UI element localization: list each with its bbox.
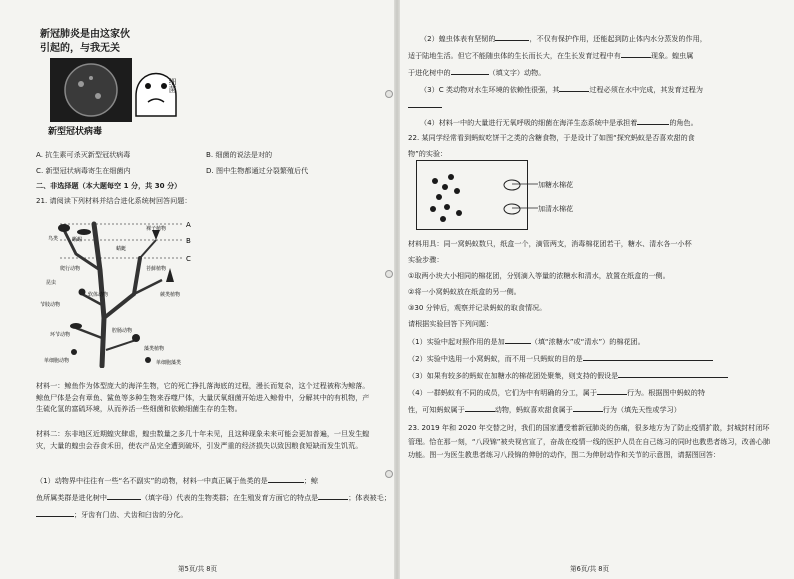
single-cell-algae-icon	[145, 357, 151, 363]
answer-blank[interactable]	[451, 67, 489, 75]
tree-branch-plants	[104, 258, 140, 318]
ant-group-icon	[430, 174, 462, 222]
q22-answer-4-line2: 性，可知蚂蚁属于 动物，蚂蚁喜欢甜食属于 行为（填先天性或学习）	[408, 405, 681, 414]
snail-icon	[79, 289, 86, 296]
q21-part1-line3: ；牙齿有门齿、犬齿和臼齿的分化。	[36, 509, 188, 520]
answer-blank[interactable]	[618, 370, 728, 378]
q22-answer-4-line1: （4）一群蚂蚁有不同的成员，它们为中有明确的分工，属于 行为。根据图中蚂蚁的特	[408, 388, 705, 397]
binding-hole	[385, 270, 393, 278]
lizard-icon	[77, 229, 91, 235]
answer-blank[interactable]	[107, 492, 141, 500]
answer-blank[interactable]	[495, 33, 529, 41]
option-d: D. 图中生物都通过分裂繁殖后代	[206, 166, 309, 175]
q21-part2-line2: 适于陆地生活。但它不能随虫体的生长而长大，在生长发育过程中有 现象。蝗虫属	[408, 51, 694, 60]
tree-label: 裸子植物	[146, 226, 167, 232]
q21-part1-line2: 鱼所属类群是进化树中 （填字母）代表的生物类群；在生殖发育方面它的特点是 ；体表被毛；	[36, 493, 391, 502]
branch-label-b: B	[186, 237, 191, 245]
q21-part2-line3: 于进化树中的 （填文字）动物。	[408, 68, 546, 77]
fern-icon	[166, 268, 174, 282]
steps-title: 实验步骤：	[408, 255, 444, 264]
answer-blank[interactable]	[583, 353, 713, 361]
clear-water-label: 加清水棉花	[538, 205, 573, 213]
branch-label-a: A	[186, 221, 191, 229]
q21-part3-line1: （3）C 类动物对水生环境的依赖性很强，其 过程必须在水中完成，其发育过程为	[420, 85, 703, 94]
material-one: 材料一：鲸鱼作为体型庞大的海洋生物，它的死亡挣扎落海底的过程，漫长而复杂，这个过程被称为鲸落。鲸鱼尸体是会有章鱼、鲨鱼等多种生物来吞噬尸体，大量厌氧细菌开始进入鲸骨中，分解其中的有机物，产生硫化氢的富硫环境，从而养活一些细菌和依赖细菌生存的生物。	[36, 381, 370, 413]
answer-blank[interactable]	[465, 404, 495, 412]
answer-blank[interactable]	[559, 84, 589, 92]
sugar-water-label: 加糖水棉花	[538, 181, 573, 189]
materials-list: 材料用具：同一窝蚂蚁数只，纸盒一个，滴管两支，消毒棉花团若干，糖水、清水各一小杯	[408, 239, 692, 248]
tree-label: 爬行动物	[60, 266, 81, 272]
answer-blank[interactable]	[268, 475, 304, 483]
q22-intro-line1: 22. 某同学经常看到蚂蚁吃饼干之类的含糖食物，于是设计了如图“探究蚂蚁是否喜欢甜的食	[408, 133, 695, 142]
q22-answer-3: （3）如果有较多的蚂蚁在加糖水的棉花团处聚集，则支持的假设是	[408, 370, 728, 381]
tree-label: 苔藓植物	[146, 266, 167, 272]
tree-label: 蕨类植物	[160, 292, 181, 298]
tree-label: 腔肠动物	[112, 328, 133, 334]
algae-icon	[132, 334, 140, 342]
q22-intro-line2: 物”的实验：	[408, 149, 448, 158]
q21-part2-line1: （2）蝗虫体表有坚韧的 ，不仅有保护作用，还能起到防止体内水分蒸发的作用，	[420, 34, 707, 43]
tree-label: 蜻蜓	[116, 246, 127, 252]
virus-icon	[65, 64, 117, 116]
binding-hole	[385, 470, 393, 478]
evolution-tree-diagram	[36, 210, 216, 368]
tree-label: 鸟类	[48, 236, 59, 242]
worm-icon	[70, 323, 82, 329]
material-two: 材料二：东非地区近期蝗灾肆虐，蝗虫数量之多几十年未见，且这种现象未来可能会更加普遍，一旦发生蝗灾，大量的蝗虫会吞食禾田，使农产品完全遭到破坏，引发严重的经济损失以致因粮食短缺而发生饥荒。	[36, 429, 370, 450]
step-3: ③30 分钟后，观察并记录蚂蚁的取食情况。	[408, 303, 547, 312]
answer-blank[interactable]	[318, 492, 348, 500]
tree-label: 昆虫	[46, 280, 57, 286]
step-2: ②将一小窝蚂蚁放在纸盒的另一侧。	[408, 287, 521, 296]
comic-caption: 新型冠状病毒	[48, 127, 103, 137]
page-number-right: 第6页/共 8页	[570, 565, 610, 573]
q22-answer-2: （2）实验中选用一小窝蚂蚁，而不用一只蚂蚁的目的是	[408, 353, 713, 364]
tree-label: 藻类植物	[144, 346, 165, 352]
comic-title-line2: 引起的，与我无关	[40, 43, 120, 54]
tree-label: 单细胞藻类	[156, 360, 182, 366]
amoeba-icon	[71, 349, 77, 355]
comic-title-line1: 新冠肺炎是由这家伙	[40, 29, 130, 40]
tree-label: 蜥蜴	[72, 237, 83, 243]
q21-part1-line1: （1）动物界中往往有一些“名不副实”的动物，材料一中真正属于鱼类的是 ；鲸	[36, 476, 318, 485]
answer-blank[interactable]	[36, 509, 74, 517]
answer-blank[interactable]	[621, 50, 651, 58]
q21-part3-line2	[408, 100, 442, 111]
answer-prompt: 请根据实验回答下列问题：	[408, 319, 494, 328]
tree-label: 软体动物	[88, 292, 109, 298]
answer-blank[interactable]	[505, 336, 531, 344]
bird-icon	[58, 224, 70, 232]
answer-blank[interactable]	[408, 100, 442, 108]
step-1: ①取两小块大小相同的棉花团，分别滴入等量的浓糖水和清水，放置在纸盒的一侧。	[408, 271, 670, 280]
option-b: B. 细菌的说法是对的	[206, 150, 273, 159]
left-page	[0, 0, 392, 579]
option-a: A. 抗生素可杀灭新型冠状病毒	[36, 150, 131, 159]
branch-label-c: C	[186, 255, 191, 263]
q21-part4: （4）材料一中的大量进行无氧呼吸的细菌在海洋生态系统中是承担着 的角色。	[420, 118, 698, 127]
tree-label: 节肢动物	[40, 302, 61, 308]
binding-hole	[385, 90, 393, 98]
answer-blank[interactable]	[637, 117, 669, 125]
tree-label: 单细胞动物	[44, 358, 70, 364]
q22-answer-1: （1）实验中起对照作用的是加 （填“浓糖水”或“清水”）的棉花团。	[408, 337, 645, 346]
answer-blank[interactable]	[597, 387, 627, 395]
page-number-left: 第5页/共 8页	[178, 565, 218, 573]
tree-label: 环节动物	[50, 332, 71, 338]
comic-side-label: 细菌	[168, 78, 177, 93]
option-c: C. 新型冠状病毒寄生在细菌内	[36, 166, 131, 175]
section-title: 二、非选择题（本大题每空 1 分，共 30 分）	[36, 181, 182, 190]
q21-intro: 21. 请阅读下列材料并结合进化系统树回答问题：	[36, 196, 192, 205]
answer-blank[interactable]	[573, 404, 603, 412]
q23-text: 23. 2019 年和 2020 年交替之时，我们的国家遭受着新冠肺炎的伤痛，很多地方为了防止疫情扩散，封城封村闭环管理。恰在那一刻，“八段锦”被央视官宣了，奋战在疫情一线的医护人员在自己练习的同时也教患者练习，改善心肺功能。图一为医生教患者练习八段锦的伸肘的动作，图二为伸肘动作和关节的示意图，请据图回答：	[408, 423, 771, 459]
right-page	[400, 0, 794, 579]
